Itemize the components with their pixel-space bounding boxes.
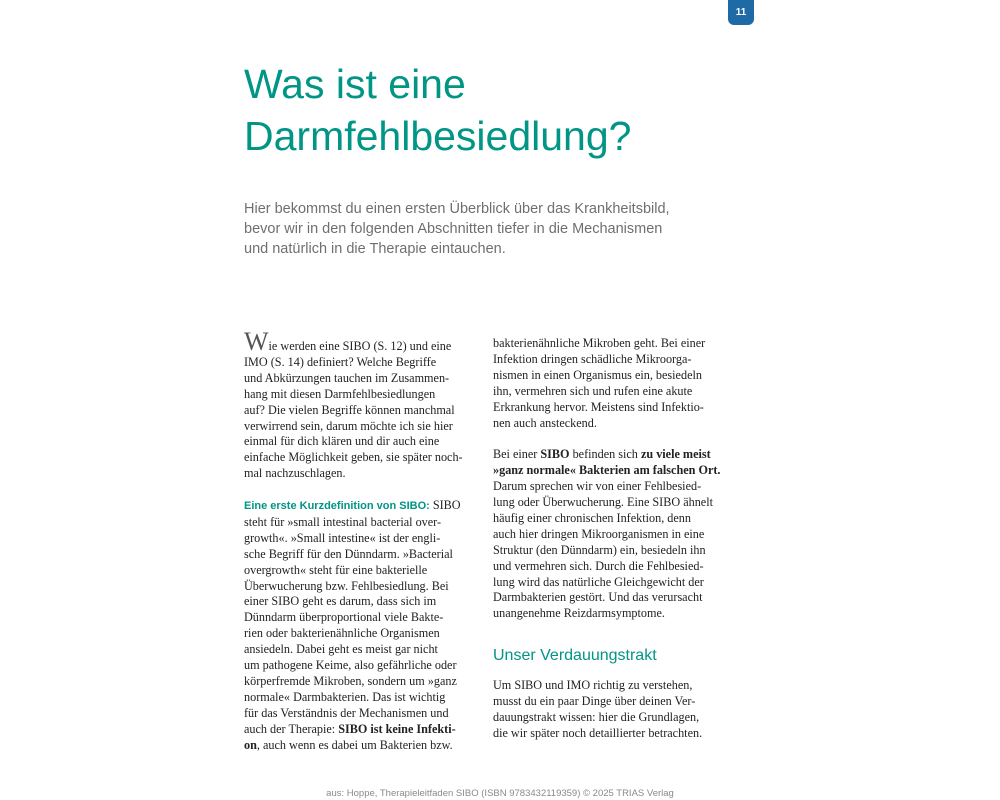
body-line: lung oder Überwucherung. Eine SIBO ähnelt — [493, 495, 713, 510]
body-line: Struktur (den Dünndarm) ein, besiedeln ihn — [493, 542, 706, 557]
title-line: Darmfehlbesiedlung? — [244, 113, 632, 159]
body-line: körperfremde Mikroben, sondern um »ganz — [244, 674, 457, 689]
body-text: ie werden eine SIBO (S. 12) und eine — [268, 339, 452, 353]
body-line — [244, 327, 479, 356]
bold-text: SIBO ist keine Infekti- — [338, 721, 456, 736]
body-line — [493, 463, 728, 479]
body-text: , auch wenn es dabei um Bakterien bzw. — [256, 737, 453, 752]
title-line: Was ist eine — [244, 61, 466, 107]
body-line: mal nachzuschlagen. — [244, 466, 346, 481]
body-line: einmal für dich klären und dir auch eine — [244, 434, 440, 449]
body-line: musst du ein paar Dinge über deinen Ver- — [493, 694, 696, 709]
body-text: befinden sich — [569, 447, 641, 462]
body-line: nismen in einen Organismus ein, besiedeln — [493, 367, 702, 382]
body-line: die wir später noch detaillierter betrachten. — [493, 726, 703, 741]
bold-text: »ganz normale« Bakterien am falschen Ort. — [493, 463, 721, 478]
body-text: SIBO — [429, 498, 461, 513]
body-line: häufig einer chronischen Infektion, denn — [493, 510, 691, 525]
body-line: Darmbakterien gestört. Und das verursacht — [493, 590, 703, 605]
body-line: und vermehren sich. Durch die Fehlbesied- — [493, 558, 704, 573]
intro-line: und natürlich in die Therapie eintauchen. — [244, 241, 506, 257]
body-line: Dünndarm überproportional viele Bakte- — [244, 610, 444, 625]
intro-line: bevor wir in den folgenden Abschnitten tiefer in die Mechanismen — [244, 221, 663, 237]
body-line: unangenehme Reizdarmsymptome. — [493, 606, 665, 621]
body-line: verwirrend sein, darum möchte ich sie hier — [244, 418, 453, 433]
subheading: Eine erste Kurzdefinition von SIBO: — [244, 500, 430, 513]
body-line: steht für »small intestinal bacterial over- — [244, 514, 442, 529]
bold-text: zu viele meist — [640, 447, 711, 462]
body-line: einer SIBO geht es darum, dass sich im — [244, 594, 437, 609]
intro-paragraph — [244, 199, 764, 259]
body-line: auf? Die vielen Begriffe können manchmal — [244, 402, 455, 417]
body-line: nen auch ansteckend. — [493, 415, 597, 430]
body-line: ansiedeln. Dabei geht es meist gar nicht — [244, 642, 438, 657]
body-line: overgrowth« steht für eine bakterielle — [244, 562, 428, 577]
body-text: auch der Therapie: — [244, 721, 339, 736]
body-line: growth«. »Small intestine« ist der engli- — [244, 530, 441, 545]
page-number-badge: 11 — [728, 0, 754, 25]
bold-text: SIBO — [540, 447, 570, 462]
body-line: IMO (S. 14) definiert? Welche Begriffe — [244, 354, 437, 369]
body-line: auch hier dringen Mikroorganismen in eine — [493, 526, 705, 541]
left-column — [244, 327, 479, 754]
body-line: Überwucherung bzw. Fehlbesiedlung. Bei — [244, 578, 449, 593]
body-line: sche Begriff für den Dünndarm. »Bacterial — [244, 546, 453, 561]
intro-line: Hier bekommst du einen ersten Überblick über das Krankheitsbild, — [244, 201, 670, 217]
body-line: hang mit diesen Darmfehlbesiedlungen — [244, 386, 436, 401]
body-line: dauungstrakt wissen: hier die Grundlagen, — [493, 710, 700, 725]
page-title — [244, 58, 631, 162]
body-line: rien oder bakterienähnliche Organismen — [244, 626, 440, 641]
body-line: Um SIBO und IMO richtig zu verstehen, — [493, 678, 693, 693]
right-column — [493, 336, 728, 742]
bold-text: on — [244, 737, 257, 752]
section-title: Unser Verdauungstrakt — [493, 647, 657, 665]
body-line: normale« Darmbakterien. Das ist wichtig — [244, 689, 446, 704]
body-line: Erkrankung hervor. Meistens sind Infektio- — [493, 399, 704, 414]
body-line — [244, 498, 479, 515]
body-line — [244, 738, 479, 754]
body-line: und Abkürzungen tauchen im Zusammen- — [244, 370, 450, 385]
body-line: lung wird das natürliche Gleichgewicht der — [493, 574, 704, 589]
body-line: Infektion dringen schädliche Mikroorga- — [493, 351, 692, 366]
footer-source: aus: Hoppe, Therapieleitfaden SIBO (ISBN 9783432119359) © 2025 TRIAS Verlag — [326, 788, 674, 799]
body-line — [493, 447, 728, 463]
body-line: bakterienähnliche Mikroben geht. Bei einer — [493, 336, 706, 350]
body-line: Darum sprechen wir von einer Fehlbesied- — [493, 479, 702, 494]
body-line: ihn, vermehren sich und rufen eine akute — [493, 383, 693, 398]
body-line: um pathogene Keime, also gefährliche oder — [244, 658, 457, 673]
body-text: Bei einer — [493, 447, 541, 462]
body-line: einfache Möglichkeit geben, sie später noch- — [244, 450, 463, 465]
drop-cap: W — [244, 327, 269, 356]
body-line — [244, 722, 479, 738]
body-line: für das Verständnis der Mechanismen und — [244, 705, 449, 720]
